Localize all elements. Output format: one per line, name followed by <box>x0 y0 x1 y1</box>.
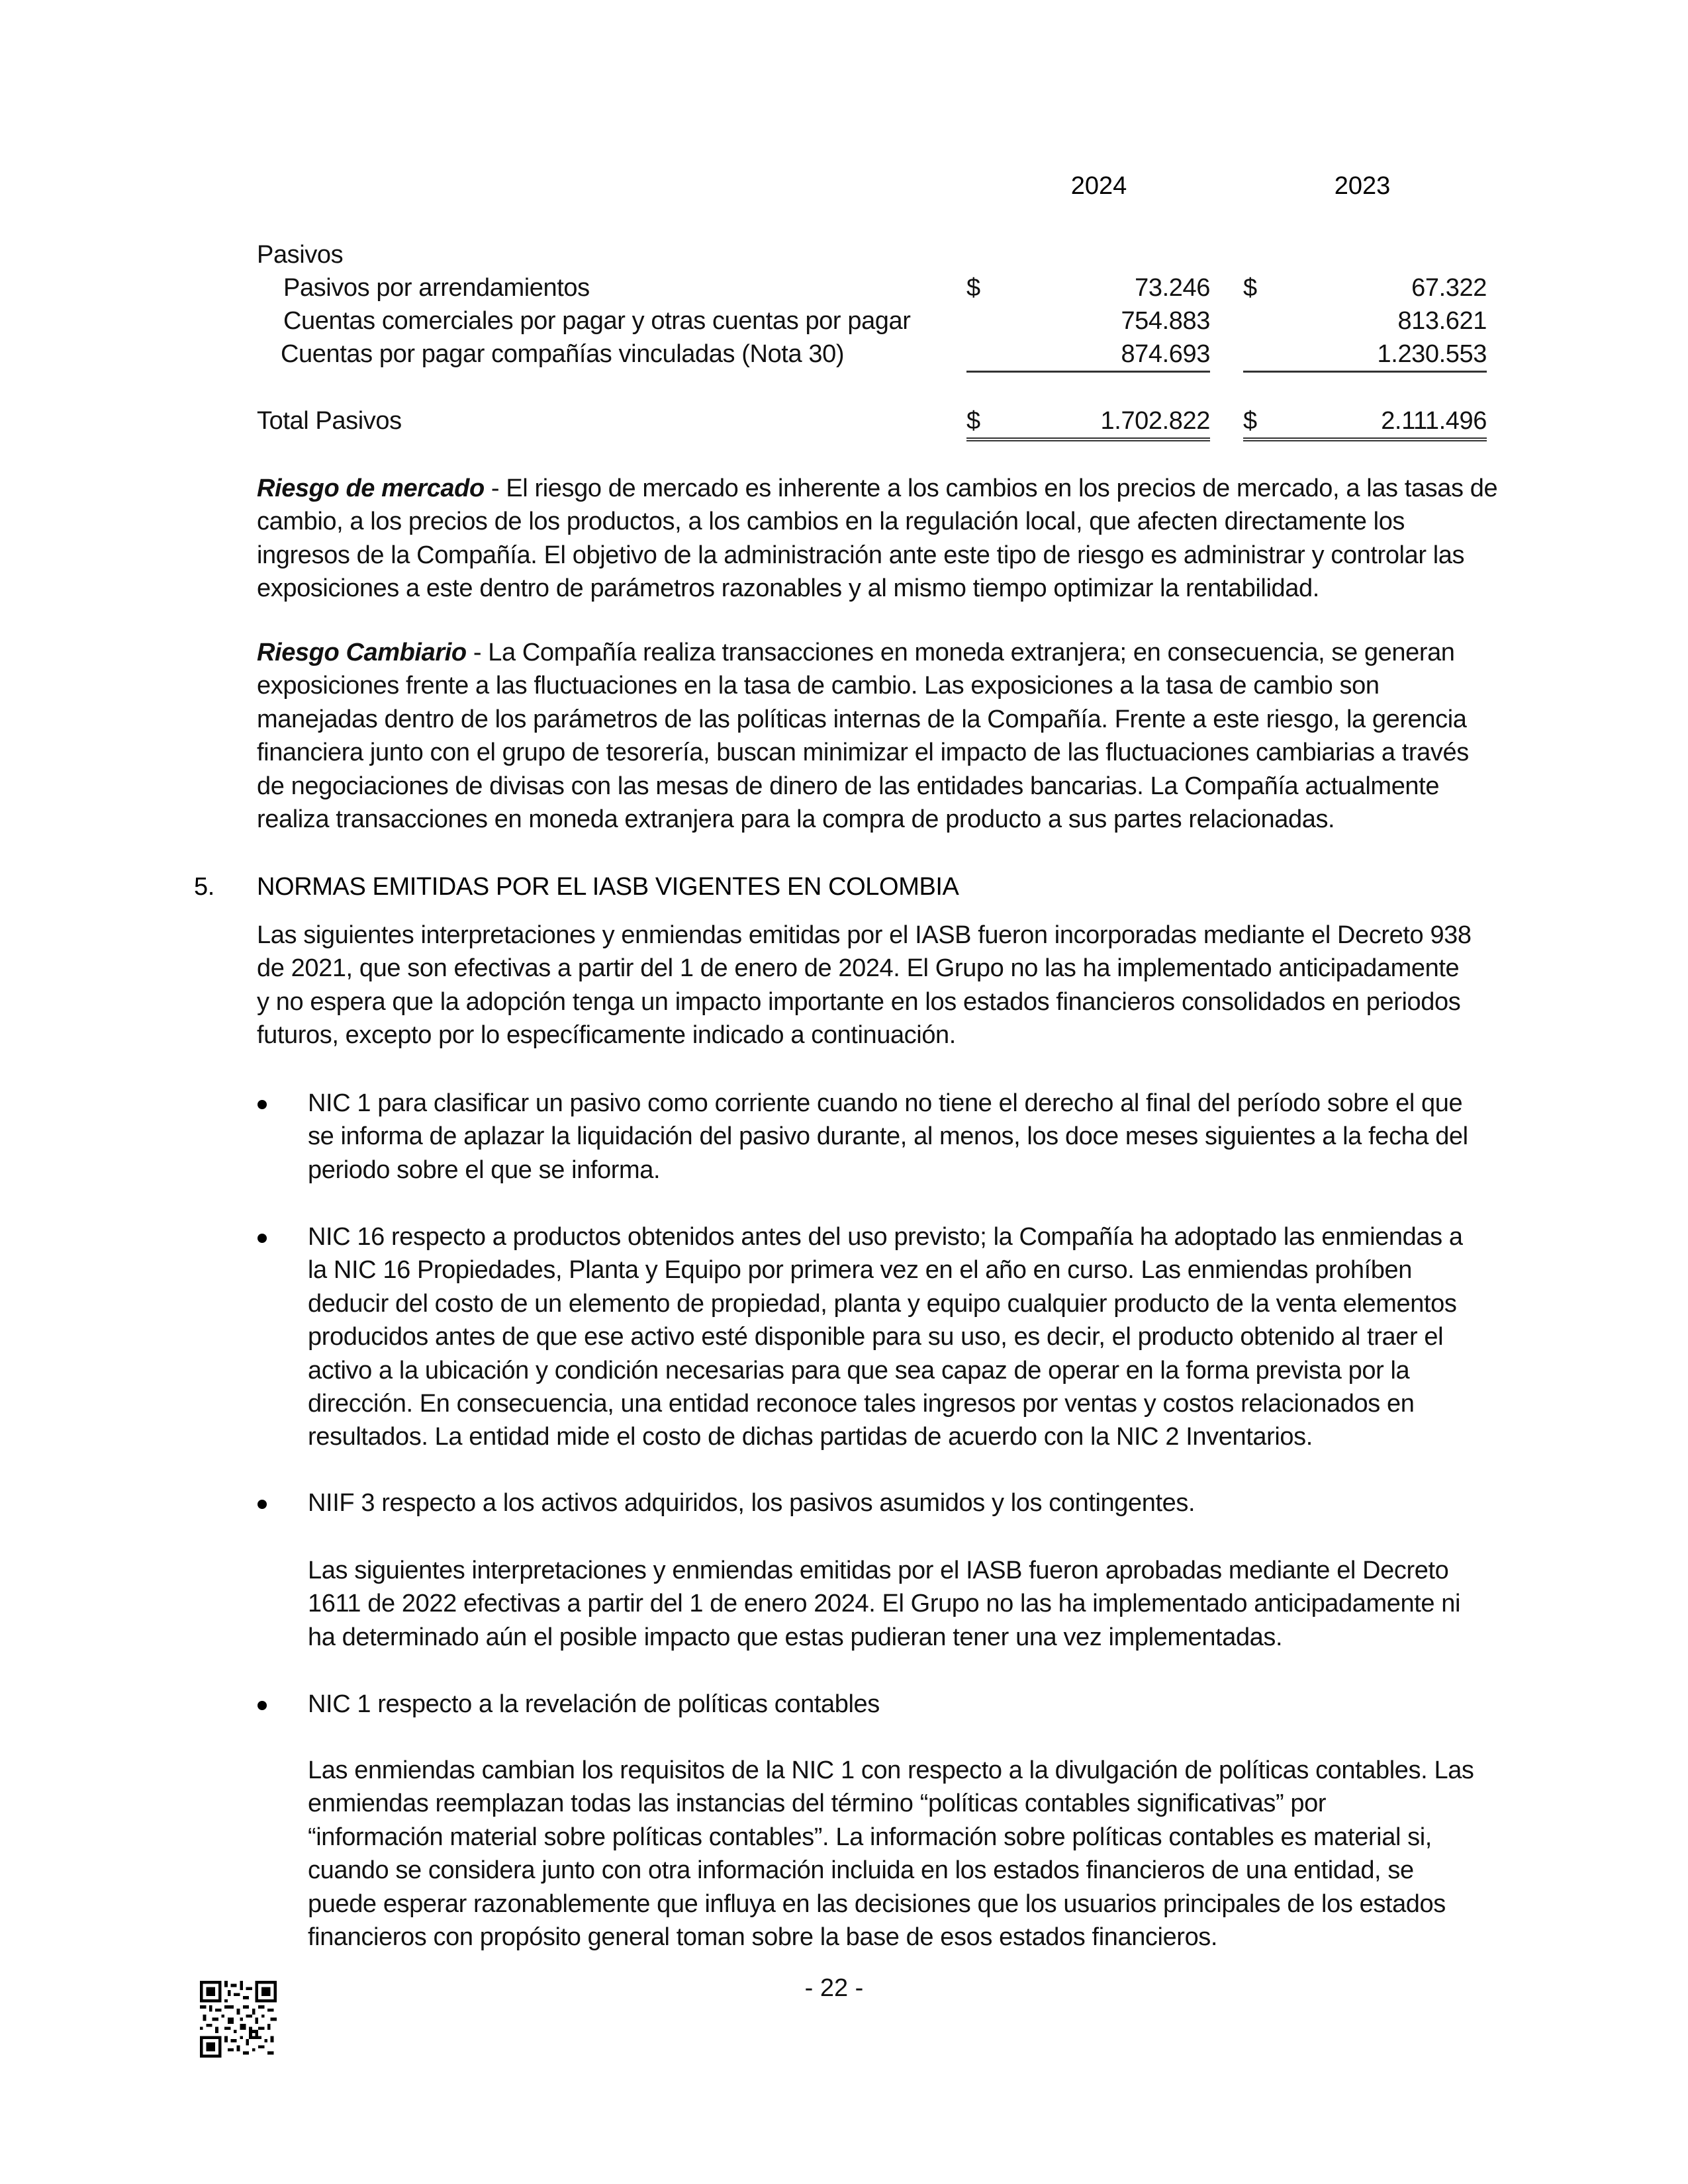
decreto-1611-paragraph: Las siguientes interpretaciones y enmiendas emitidas por el IASB fueron aprobadas mediante el Decreto 1611 de 2022 efectivas a partir del 1 de enero 2024. El Grupo no las ha implementado anticipadamente ni ha determinado aún el posible impacto que estas pudieran tener una vez implementadas. <box>308 1557 1461 1651</box>
value-2024-subtotal-underline: 874.693 <box>966 338 1210 373</box>
riesgo-mercado-paragraph: Riesgo de mercado - El riesgo de mercado es inherente a los cambios en los precios de mercado, a las tasas de cambio, a los precios de los productos, a los cambios en la regulación local, que afecten directamente los ingresos de la Compañía. El objetivo de la administración ante este tipo de riesgo es administrar y controlar las exposiciones a este dentro de parámetros razonables y al mismo tiempo optimizar la rentabilidad. <box>257 475 1498 603</box>
row-label: Cuentas por pagar compañías vinculadas (Nota 30) <box>281 340 845 368</box>
riesgo-cambiario-paragraph: Riesgo Cambiario - La Compañía realiza transacciones en moneda extranjera; en consecuencia, se generan exposiciones frente a las fluctuaciones en la tasa de cambio. Las exposiciones a la tasa de cambio son manejadas dentro de los parámetros de las políticas internas de la Compañía. Frente a este riesgo, la gerencia financiera junto con el grupo de tesorería, buscan minimizar el impacto de las fluctuaciones cambiarias a través de negociaciones de divisas con las mesas de dinero de las entidades bancarias. La Compañía actualmente realiza transacciones en moneda extranjera para la compra de producto a sus partes relacionadas. <box>257 639 1469 833</box>
value-2023-subtotal-underline: 1.230.553 <box>1243 338 1487 373</box>
column-header-2024: 2024 <box>1070 172 1127 200</box>
currency-symbol: $ <box>1243 274 1257 302</box>
total-2024: 1.702.822 <box>1100 407 1210 435</box>
row-label: Cuentas comerciales por pagar y otras cuentas por pagar <box>283 307 911 335</box>
value-2024: 754.883 <box>1121 307 1210 335</box>
nic1-detail-paragraph: Las enmiendas cambian los requisitos de la NIC 1 con respecto a la divulgación de políticas contables. Las enmiendas reemplazan todas las instancias del término “políticas contables significativas” por “información material sobre políticas contables”. La información sobre políticas contables es material si, cuando se considera junto con otra información incluida en los estados financieros de una entidad, se puede esperar razonablemente que influya en las decisiones que los usuarios principales de los estados financieros con propósito general toman sobre la base de esos estados financieros. <box>308 1756 1474 1951</box>
bullet-item-niif3: NIIF 3 respecto a los activos adquiridos, los pasivos asumidos y los contingentes. <box>308 1489 1196 1517</box>
riesgo-mercado-title: Riesgo de mercado <box>257 475 485 502</box>
bullet-icon <box>258 1234 267 1243</box>
bullet-icon <box>258 1500 267 1509</box>
row-label: Pasivos por arrendamientos <box>283 274 590 302</box>
currency-symbol: $ <box>966 274 980 302</box>
value-2024: 73.246 <box>1135 274 1210 302</box>
currency-symbol: $ <box>966 407 980 435</box>
total-2023: 2.111.496 <box>1381 407 1487 435</box>
section-label-pasivos: Pasivos <box>257 241 344 269</box>
section-title: NORMAS EMITIDAS POR EL IASB VIGENTES EN COLOMBIA <box>257 873 959 901</box>
bullet-icon <box>258 1701 267 1710</box>
currency-symbol: $ <box>1243 407 1257 435</box>
column-header-2023: 2023 <box>1334 172 1391 200</box>
bullet-icon <box>258 1100 267 1109</box>
bullet-item-nic1-clasificacion: NIC 1 para clasificar un pasivo como corriente cuando no tiene el derecho al final del período sobre el que se informa de aplazar la liquidación del pasivo durante, al menos, los doce meses siguientes a la fecha del periodo sobre el que se informa. <box>308 1089 1468 1184</box>
bullet-item-nic16: NIC 16 respecto a productos obtenidos antes del uso previsto; la Compañía ha adoptado las enmiendas a la NIC 16 Propiedades, Planta y Equipo por primera vez en el año en curso. Las enmiendas prohíben deducir del costo de un elemento de propiedad, planta y equipo cualquier producto de la venta elementos producidos antes de que ese activo esté disponible para su uso, es decir, el producto obtenido al traer el activo a la ubicación y condición necesarias para que sea capaz de operar en la forma prevista por la dirección. En consecuencia, una entidad reconoce tales ingresos por ventas y costos relacionados en resultados. La entidad mide el costo de dichas partidas de acuerdo con la NIC 2 Inventarios. <box>308 1223 1463 1451</box>
section-number: 5. <box>194 873 214 901</box>
value-2023: 813.621 <box>1397 307 1487 335</box>
page-number: - 22 - <box>804 1974 864 2002</box>
qr-code-icon <box>200 1981 277 2058</box>
total-label: Total Pasivos <box>257 407 402 435</box>
riesgo-cambiario-title: Riesgo Cambiario <box>257 639 467 666</box>
value-2023: 67.322 <box>1411 274 1487 302</box>
section5-intro: Las siguientes interpretaciones y enmiendas emitidas por el IASB fueron incorporadas mediante el Decreto 938 de 2021, que son efectivas a partir del 1 de enero de 2024. El Grupo no las ha implementado anticipadamente y no espera que la adopción tenga un impacto importante en los estados financieros consolidados en periodos futuros, excepto por lo específicamente indicado a continuación. <box>257 921 1472 1050</box>
bullet-item-nic1-revelacion: NIC 1 respecto a la revelación de políticas contables <box>308 1690 880 1718</box>
